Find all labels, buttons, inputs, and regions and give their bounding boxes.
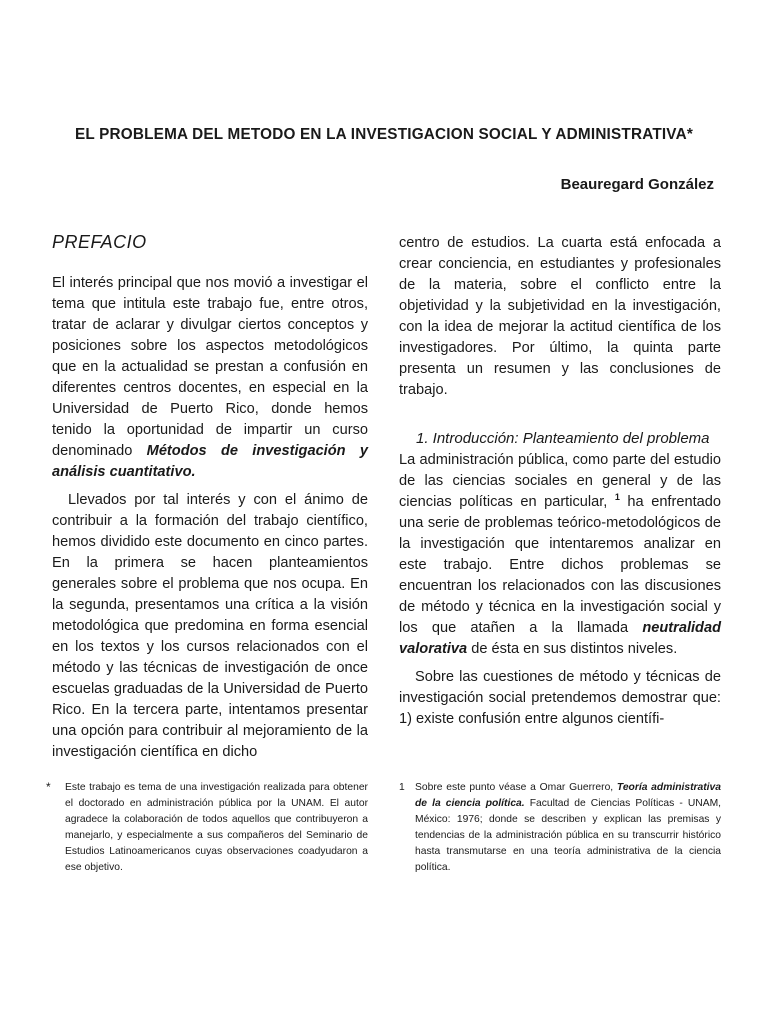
footnote-1-text-a: Sobre este punto véase a Omar Guerrero, [415,782,617,793]
footnote-asterisk-text: Este trabajo es tema de una investigación realizada para obtener el doctorado en administración pública por la UNAM. El autor agradece la colaboración de todos aquellos que contribuyeron a manejarlo, y especialmente a sus compañeros del Seminario de Estudios Latinoamericanos cuyas observaciones coadyudaron a ese objetivo. [65,782,368,873]
right-column [399,232,721,730]
footnote-1-text-c: Facultad de Ciencias Políticas - UNAM, México: 1976; donde se describen y explican las premisas y tendencias de la administración pública en su transcurrir histórico hasta transmutarse en una teoría administrativa de la ciencia política. [415,798,722,873]
author-name: Beauregard González [560,176,714,193]
intro-text-d: de ésta en sus distintos niveles. [467,641,678,657]
prefacio-paragraph-1-text: El interés principal que nos movió a investigar el tema que intitula este trabajo fue, entre otros, tratar de aclarar y divulgar ciertos conceptos y posiciones sobre los aspectos metodológicos que en la actualidad se prestan a confusión en diferentes centros docentes, en especial en la Universidad de Puerto Rico, donde hemos tenido la oportunidad de impartir un curso denominado [52,275,368,459]
footnote-asterisk-mark: * [46,780,51,794]
footnote-1-number: 1 [399,782,405,793]
footnote-asterisk [46,780,368,876]
section-heading: 1. Introducción: Planteamiento del problema [416,430,710,447]
cited-work-title: Teoría administrativa de la ciencia política. [415,782,721,809]
article-title: EL PROBLEMA DEL METODO EN LA INVESTIGACION SOCIAL Y ADMINISTRATIVA* [75,126,693,143]
course-name: Métodos de investigación y análisis cuantitativo. [52,443,368,480]
continuation-paragraph: centro de estudios. La cuarta está enfocada a crear conciencia, en estudiantes y profesionales de la materia, sobre el conflicto entre la objetividad y la subjetividad en la investigación, con la idea de mejorar la actitud científica de los investigadores. Por último, la quinta parte presenta un resumen y las conclusiones de trabajo. [399,235,721,398]
left-column [52,232,368,763]
prefacio-paragraph-1 [52,273,368,483]
intro-text-a: La administración pública, como parte del estudio de las ciencias sociales en general y de las ciencias políticas en particular, [399,452,721,510]
footnote-1 [399,780,721,876]
prefacio-heading: PREFACIO [52,232,147,252]
introduction-paragraph-1 [399,450,721,660]
prefacio-paragraph-2: Llevados por tal interés y con el ánimo de contribuir a la formación del trabajo científico, hemos dividido este documento en cinco partes. En la primera se hacen planteamientos generales sobre el problema que nos ocupa. En la segunda, presentamos una crítica a la visión metodológica que predomina en forma esencial en los textos y los cursos relacionados con el método y las técnicas de investigación de once escuelas graduadas de la Universidad de Puerto Rico. En la tercera parte, intentamos presentar una opción para contribuir al mejoramiento de la investigación científica en dicho [52,492,368,760]
intro-text-b: ha enfrentado una serie de problemas teórico-metodológicos de la investigación que intentaremos analizar en este trabajo. Entre dichos problemas se encuentran los relacionados con las discusiones de método y técnica en la investigación social y los que atañen a la llamada [399,494,721,636]
introduction-paragraph-2: Sobre las cuestiones de método y técnicas de investigación social pretendemos demostrar que: 1) existe confusión entre algunos científi- [399,669,721,727]
emphasis-neutralidad: neutralidad valorativa [399,620,721,657]
footnote-1-text [399,780,721,876]
footnote-reference: 1 [614,492,620,503]
